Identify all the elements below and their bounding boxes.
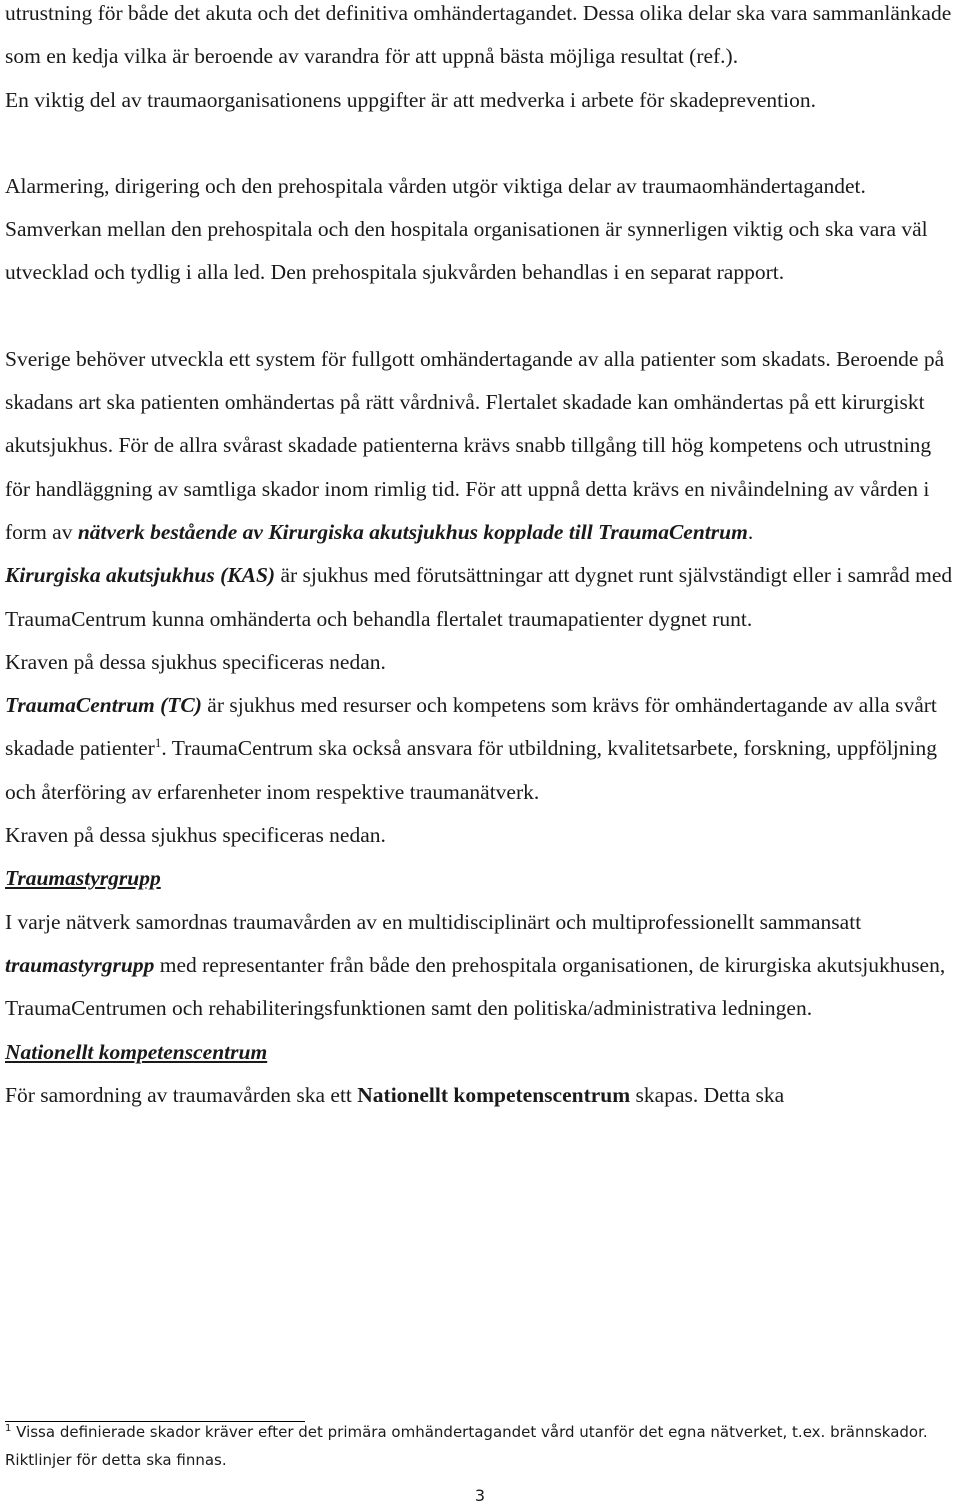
paragraph-kas (5, 554, 955, 641)
kas-text: är sjukhus med förutsättningar att dygnet runt självständigt eller i samråd med TraumaCentrum kunna omhänderta och behandla flertalet traumapatienter dygnet runt. (5, 563, 953, 631)
tc-term: TraumaCentrum (TC) (5, 693, 202, 718)
footnote-reference[interactable]: 1 (154, 735, 162, 751)
kas-term: Kirurgiska akutsjukhus (KAS) (5, 563, 276, 588)
styrgrupp-term: traumastyrgrupp (5, 952, 155, 977)
footnote-number: 1 (5, 1423, 12, 1434)
paragraph-chain: utrustning för både det akuta och det definitiva omhändertagandet. Dessa olika delar ska vara sammanlänkade som en kedja vilka är beroende av varandra för att uppnå bästa möjliga resultat (ref.). (5, 1, 952, 69)
paragraph-tc-requirements: Kraven på dessa sjukhus specificeras nedan. (5, 823, 386, 848)
footnote (5, 1418, 955, 1474)
network-emphasis: nätverk bestående av Kirurgiska akutsjukhus kopplade till TraumaCentrum (77, 519, 748, 544)
tc-text-cont: . TraumaCentrum ska också ansvara för utbildning, kvalitetsarbete, forskning, uppföljning och återföring av erfarenheter inom respektive traumanätverk. (5, 736, 937, 804)
paragraph-system (5, 338, 955, 554)
page-number: 3 (474, 1486, 486, 1505)
kompetenscentrum-text: För samordning av traumavården ska ett (5, 1082, 358, 1107)
kompetenscentrum-text-cont: skapas. Detta ska (630, 1082, 785, 1107)
styrgrupp-text: I varje nätverk samordnas traumavården av en multidisciplinärt och multiprofessionellt sammansatt (5, 909, 862, 934)
paragraph-styrgrupp (5, 901, 955, 1031)
kompetenscentrum-term: Nationellt kompetenscentrum (357, 1082, 631, 1107)
paragraph-prehospital: Alarmering, dirigering och den prehospitala vården utgör viktiga delar av traumaomhändertagandet. Samverkan mellan den prehospitala och den hospitala organisationen är synnerligen viktig och ska vara väl utvecklad och tydlig i alla led. Den prehospitala sjukvården behandlas i en separat rapport. (5, 173, 928, 285)
paragraph-prevention: En viktig del av traumaorganisationens uppgifter är att medverka i arbete för skadeprevention. (5, 87, 816, 112)
paragraph-kas-requirements: Kraven på dessa sjukhus specificeras nedan. (5, 649, 386, 674)
text-body (5, 0, 955, 1117)
system-text: Sverige behöver utveckla ett system för fullgott omhändertagande av alla patienter som skadats. Beroende på skadans art ska patienten omhändertas på rätt vårdnivå. Flertalet skadade kan omhändertas på ett kirurgiskt akutsjukhus. För de allra svårast skadade patienterna krävs snabb tillgång till hög kompetens och utrustning för handläggning av samtliga skador inom rimlig tid. För att uppnå detta krävs en nivåindelning av vården i form av (5, 346, 945, 544)
system-end: . (747, 519, 754, 544)
styrgrupp-text-cont: med representanter från både den prehospitala organisationen, de kirurgiska akutsjukhusen, TraumaCentrumen och rehabiliteringsfunktionen samt den politiska/administrativa ledningen. (5, 952, 946, 1021)
tc-text: är sjukhus med resurser och kompetens som krävs för omhändertagande av alla svårt skadade patienter (5, 693, 937, 761)
paragraph-tc (5, 684, 955, 814)
footnote-text: Vissa definierade skador kräver efter det primära omhändertagandet vård utanför det egna nätverket, t.ex. brännskador. Riktlinjer för detta ska finnas. (5, 1423, 928, 1469)
heading-traumastyrgrupp: Traumastyrgrupp (5, 866, 161, 891)
heading-nationellt-kompetenscentrum: Nationellt kompetenscentrum (5, 1039, 268, 1064)
paragraph-kompetenscentrum (5, 1074, 955, 1117)
